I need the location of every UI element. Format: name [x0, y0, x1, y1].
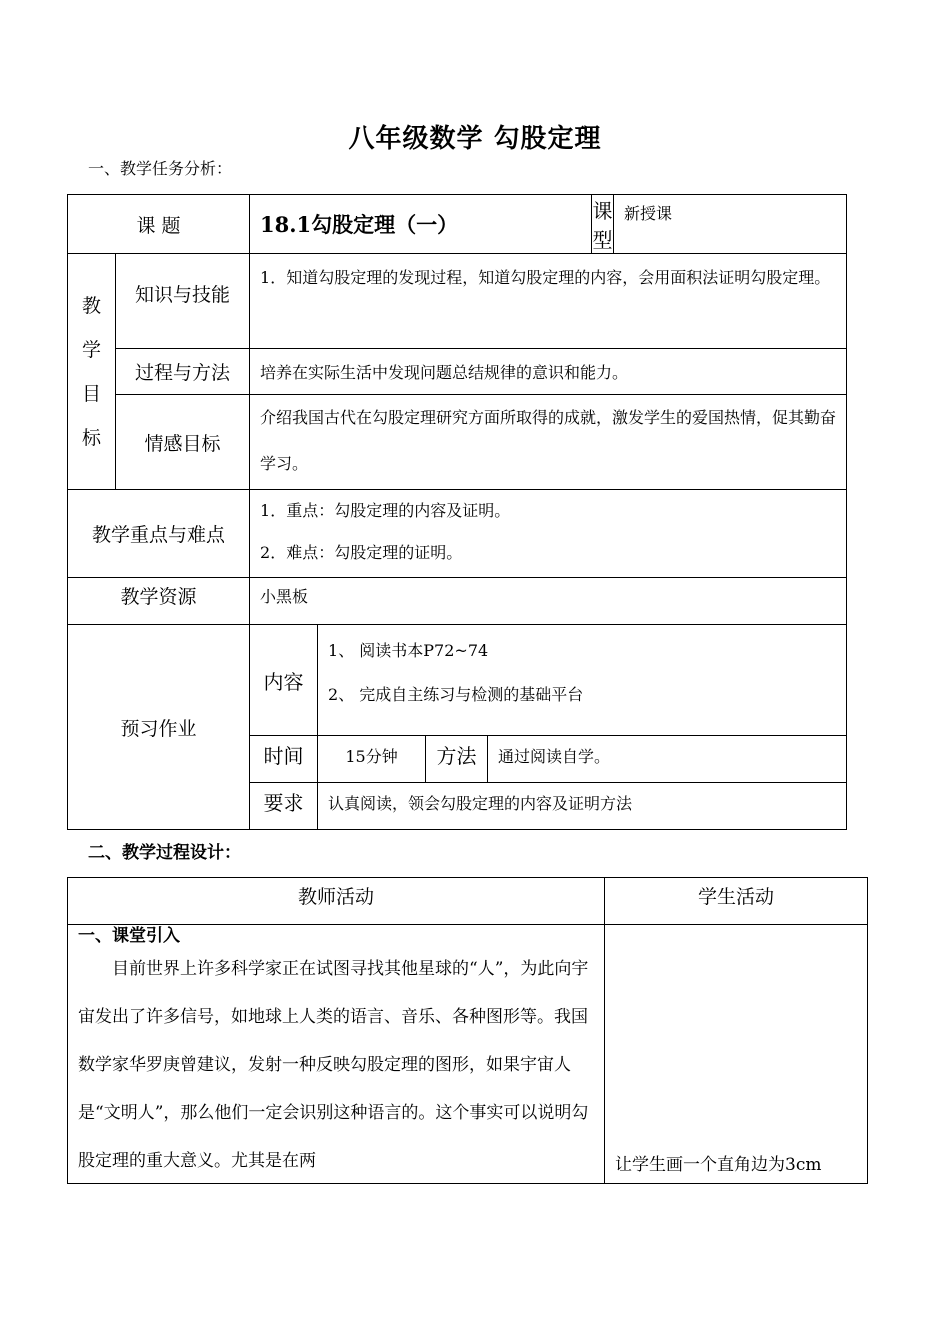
content-item: 1、 阅读书本P72~74 — [328, 641, 489, 660]
intro-heading: 一、课堂引入 — [78, 926, 180, 946]
time-label: 时间 — [250, 736, 318, 783]
requirement-value: 认真阅读，领会勾股定理的内容及证明方法 — [318, 783, 847, 830]
emotion-goal-value: 介绍我国古代在勾股定理研究方面所取得的成就，激发学生的爱国热情，促其勤奋学习。 — [250, 395, 847, 490]
knowledge-skills-label: 知识与技能 — [116, 254, 250, 349]
key-difficulty-label: 教学重点与难点 — [68, 490, 250, 578]
lesson-type-value: 新授课 — [614, 195, 847, 254]
requirement-label: 要求 — [250, 783, 318, 830]
page-title: 八年级数学 勾股定理 — [348, 124, 602, 154]
section-heading-task-analysis: 一、教学任务分析： — [88, 159, 233, 178]
content-value — [318, 625, 847, 736]
resource-value: 小黑板 — [250, 578, 847, 625]
preview-homework-label: 预习作业 — [68, 625, 250, 830]
section-heading-process-design: 二、教学过程设计： — [88, 843, 241, 863]
process-method-value: 培养在实际生活中发现问题总结规律的意识和能力。 — [250, 349, 847, 395]
teacher-activity-header: 教师活动 — [68, 878, 605, 925]
student-activity-header: 学生活动 — [605, 878, 868, 925]
resource-label: 教学资源 — [68, 578, 250, 625]
time-value: 15分钟 — [318, 736, 426, 783]
student-activity-text: 让学生画一个直角边为3cm — [615, 1155, 822, 1175]
emotion-goal-label: 情感目标 — [116, 395, 250, 490]
topic-label: 课 题 — [68, 195, 250, 254]
knowledge-skills-value: 1．知道勾股定理的发现过程，知道勾股定理的内容，会用面积法证明勾股定理。 — [250, 254, 847, 349]
method-value: 通过阅读自学。 — [488, 736, 847, 783]
content-label: 内容 — [250, 625, 318, 736]
process-method-label: 过程与方法 — [116, 349, 250, 395]
process-design-table — [67, 877, 868, 1184]
teacher-activity-cell — [68, 925, 605, 1184]
method-label: 方法 — [426, 736, 488, 783]
topic-value: 18.1勾股定理（一） — [250, 195, 592, 254]
difficult-point: 2．难点：勾股定理的证明。 — [260, 543, 463, 562]
key-point: 1．重点：勾股定理的内容及证明。 — [260, 501, 511, 520]
content-item: 2、 完成自主练习与检测的基础平台 — [328, 685, 584, 704]
lesson-type-label: 课型 — [592, 195, 614, 254]
teaching-goals-label: 教 学 目 标 — [68, 254, 116, 490]
key-difficulty-value — [250, 490, 847, 578]
intro-text: 目前世界上许多科学家正在试图寻找其他星球的“人”，为此向宇宙发出了许多信号，如地球上人类的语言、音乐、各种图形等。我国数学家华罗庚曾建议，发射一种反映勾股定理的图形，如果宇宙人是“文明人”，那么他们一定会识别这种语言的。这个事实可以说明勾股定理的重大意义。尤其是在两 — [78, 959, 589, 1171]
student-activity-cell — [605, 925, 868, 1184]
task-analysis-table — [67, 194, 847, 830]
